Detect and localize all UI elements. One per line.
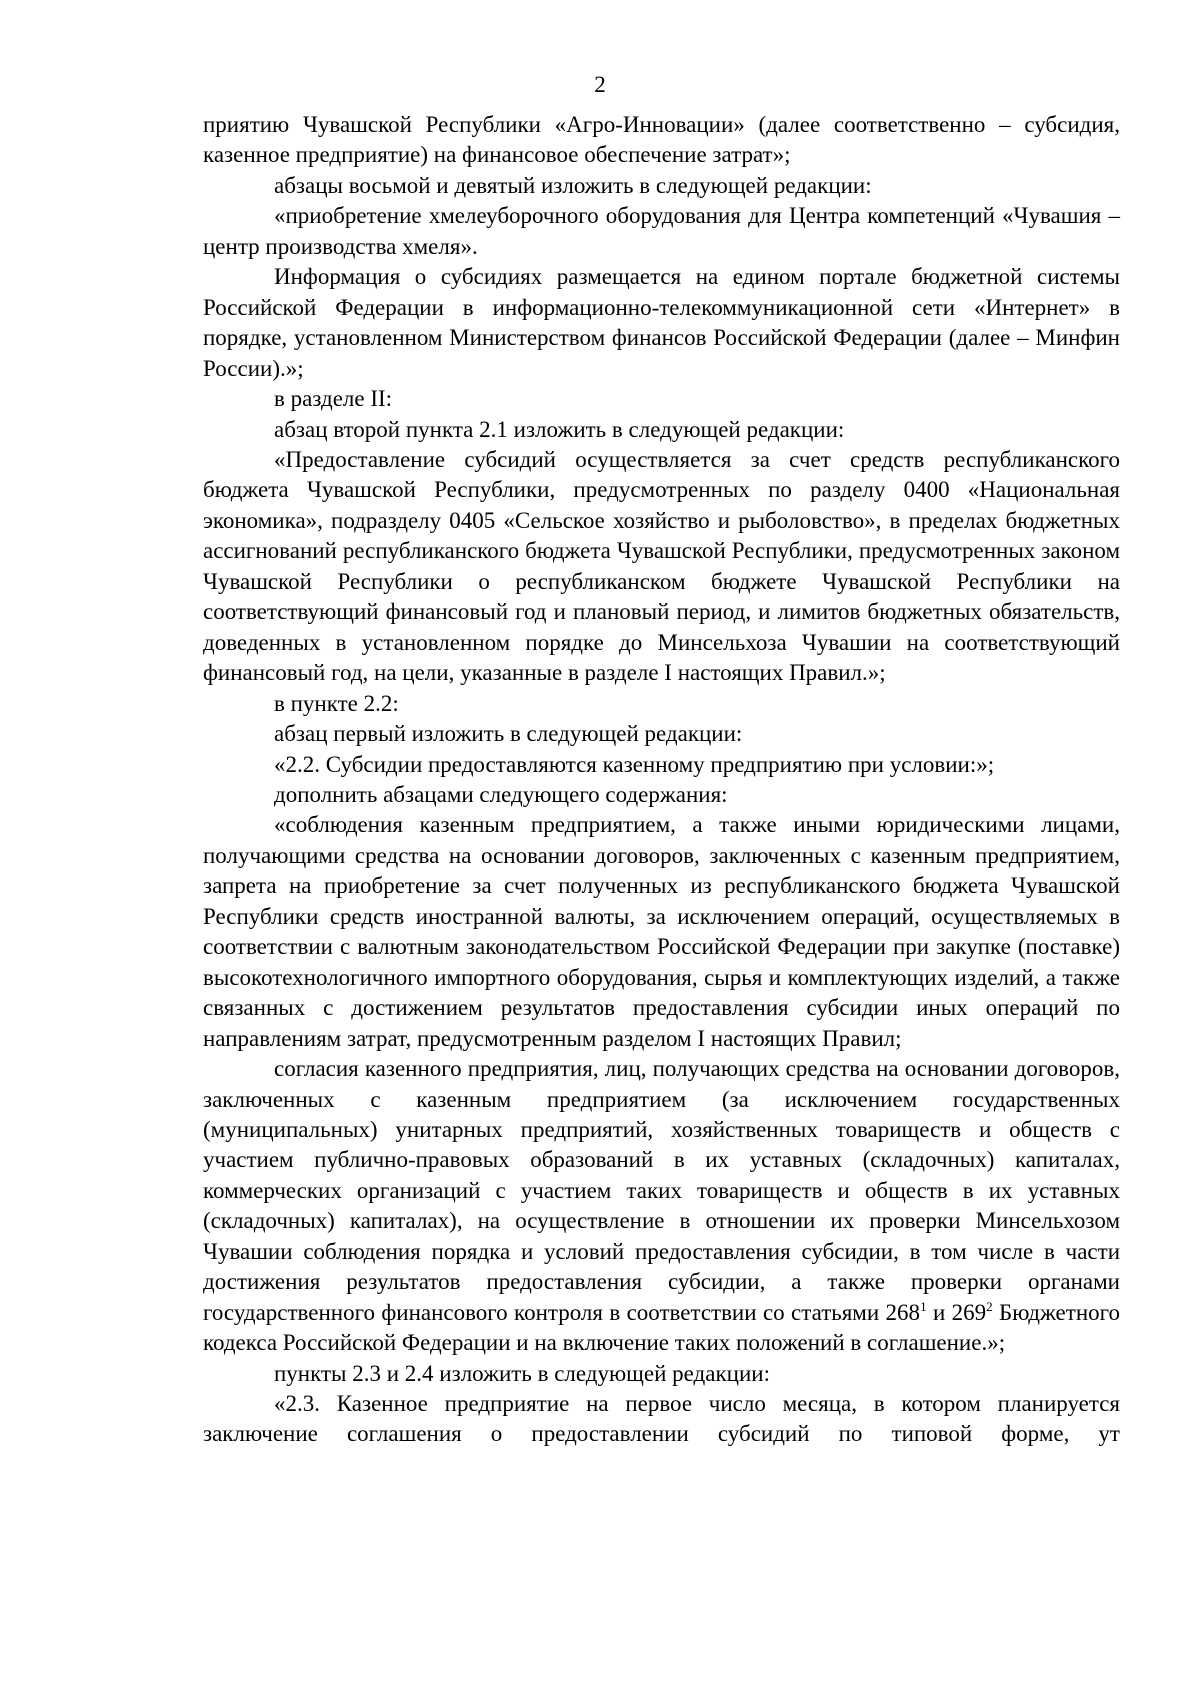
paragraph-10: «2.2. Субсидии предоставляются казенному предприятию при условии:»;: [274, 751, 995, 777]
paragraph-3: «приобретение хмелеуборочного оборудования для Центра компетенций «Чувашия – центр производства хмеля».: [203, 203, 1120, 259]
paragraph-13: пункты 2.3 и 2.4 изложить в следующей редакции:: [274, 1360, 770, 1386]
paragraph-4: Информация о субсидиях размещается на едином портале бюджетной системы Российской Федерации в информационно-телекоммуникационной сети «Интернет» в порядке, установленном Министерством финансов Российской Федерации (далее – Минфин России).»;: [203, 264, 1120, 381]
paragraph-7: «Предоставление субсидий осуществляется за счет средств республиканского бюджета Чувашской Республики, предусмотренных по разделу 0400 «Национальная экономика», подразделу 0405 «Сельское хозяйство и рыболовство», в пределах бюджетных ассигнований республиканского бюджета Чувашской Республики, предусмотренных законом Чувашской Республики о республиканском бюджете Чувашской Республики на соответствующий финансовый год и плановый период, и лимитов бюджетных обязательств, доведенных в установленном порядке до Минсельхоза Чувашии на соответствующий финансовый год, на цели, указанные в разделе I настоящих Правил.»;: [203, 446, 1120, 686]
paragraph-11: дополнить абзацами следующего содержания:: [274, 781, 728, 807]
superscript-1: 1: [920, 1298, 927, 1314]
consent-text-middle: и 269: [926, 1299, 987, 1325]
paragraph-2: абзацы восьмой и девятый изложить в следующей редакции:: [274, 172, 872, 198]
page-number: 2: [594, 72, 606, 97]
paragraph-14: «2.3. Казенное предприятие на первое число месяца, в котором планируется заключение соглашения о предоставлении субсидий по типовой форме, ут: [203, 1391, 1120, 1447]
paragraph-5: в разделе II:: [274, 386, 393, 412]
consent-text-before: согласия казенного предприятия, лиц, получающих средства на основании договоров, заключенных с казенным предприятием (за исключением государственных (муниципальных) унитарных предприятий, хозяйственных товариществ и обществ с участием публично-правовых образований в их уставных (складочных) капиталах, коммерческих организаций с участием таких товариществ и обществ в их уставных (складочных) капиталах), на осуществление в отношении их проверки Минсельхозом Чувашии соблюдения порядка и условий предоставления субсидии, в том числе в части достижения результатов предоставления субсидии, а также проверки органами государственного финансового контроля в соответствии со статьями 268: [203, 1056, 1120, 1325]
paragraph-9: абзац первый изложить в следующей редакции:: [274, 721, 743, 747]
document-body: [203, 110, 1120, 1450]
paragraph-12: «соблюдения казенным предприятием, а также иными юридическими лицами, получающими средства на основании договоров, заключенных с казенным предприятием, запрета на приобретение за счет полученных из республиканского бюджета Чувашской Республики средств иностранной валюты, за исключением операций, осуществляемых в соответствии с валютным законодательством Российской Федерации при закупке (поставке) высокотехнологичного импортного оборудования, сырья и комплектующих изделий, а также связанных с достижением результатов предоставления субсидии иных операций по направлениям затрат, предусмотренным разделом I настоящих Правил;: [203, 812, 1120, 1051]
paragraph-8: в пункте 2.2:: [274, 690, 399, 716]
paragraph-consent: [203, 1054, 1120, 1359]
paragraph-1: приятию Чувашской Республики «Агро-Инновации» (далее соответственно – субсидия, казенное предприятие) на финансовое обеспечение затрат»;: [203, 112, 1120, 168]
paragraph-6: абзац второй пункта 2.1 изложить в следующей редакции:: [274, 416, 845, 442]
superscript-2: 2: [986, 1298, 993, 1314]
consent-text-after: Бюджетного кодекса Российской Федерации и на включение таких положений в соглашение.»;: [203, 1299, 1120, 1356]
